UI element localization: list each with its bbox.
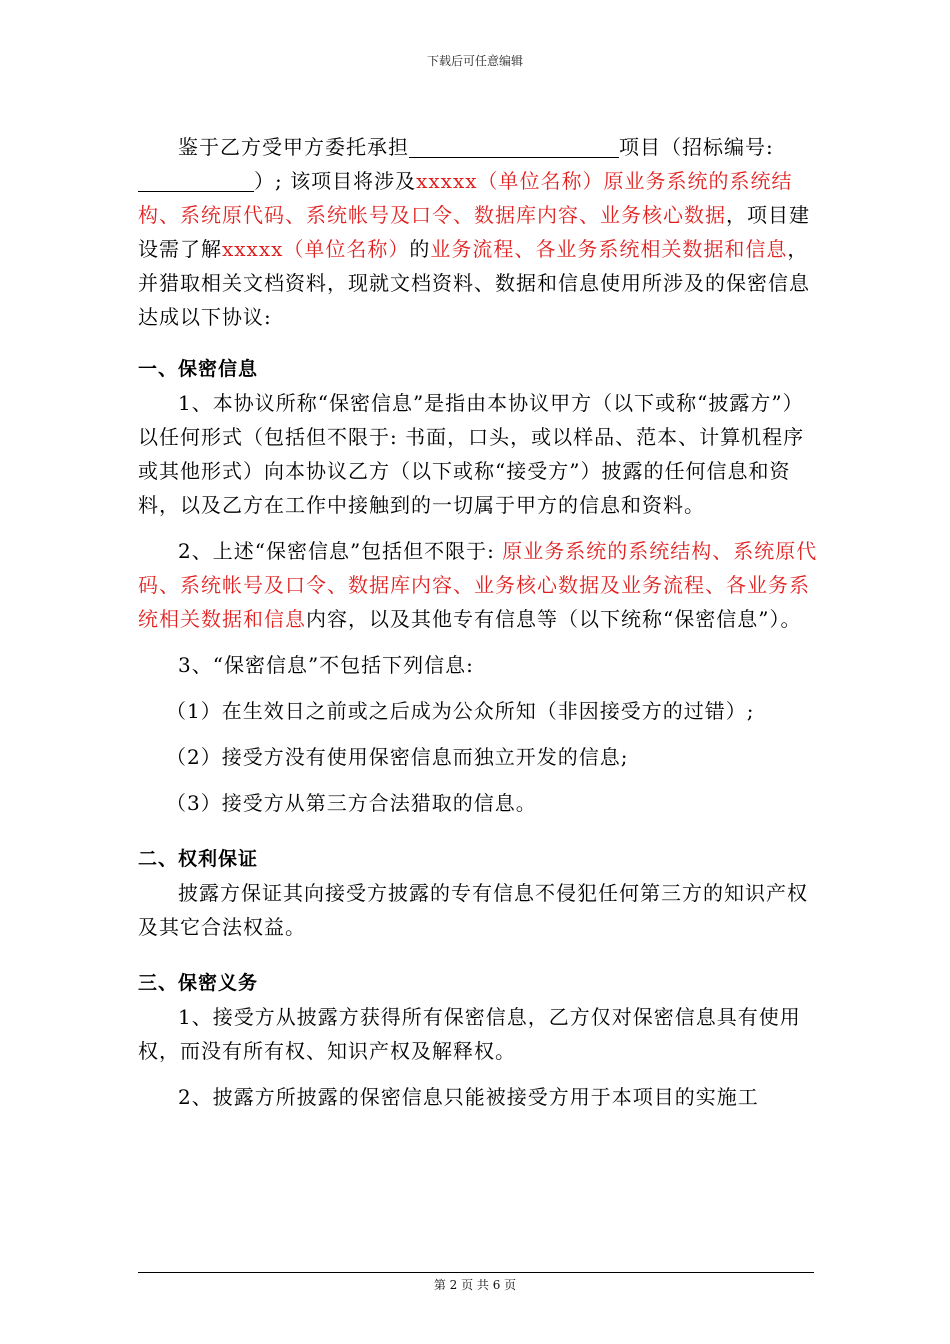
project-name-blank[interactable] <box>409 135 619 158</box>
intro-text-c: ）; 该项目将涉及 <box>254 169 417 193</box>
document-body <box>138 130 818 1114</box>
intro-text-i: ，并猎取相关文档资料，现就文档资料、数据和信息使用所涉及的保密信息达成以下协议: <box>138 237 810 329</box>
header-note: 下载后可任意编辑 <box>426 54 523 68</box>
section1-title: 一、保密信息 <box>138 358 259 380</box>
bid-number-blank[interactable] <box>138 169 254 192</box>
section1-paragraph1: 1、本协议所称“保密信息”是指由本协议甲方（以下或称“披露方”）以任何形式（包括但不限于: 书面，口头，或以样品、范本、计算机程序或其他形式）向本协议乙方（以下或称“接受方”）披露的任何信息和资料，以及乙方在工作中接触到的一切属于甲方的信息和资料。 <box>138 391 805 517</box>
intro-text-e: ，项目建设需了解 <box>138 203 810 261</box>
intro-paragraph <box>138 130 818 334</box>
page-number: 第 2 页 共 6 页 <box>433 1278 517 1292</box>
intro-highlight-process: 业务流程、各业务系统相关数据和信息 <box>430 237 788 261</box>
section2-paragraph1: 披露方保证其向接受方披露的专有信息不侵犯任何第三方的知识产权及其它合法权益。 <box>138 881 808 939</box>
section1-p2-text-a: 2、上述“保密信息”包括但不限于: <box>178 539 503 563</box>
section1-p2-text-c: 内容，以及其他专有信息等（以下统称“保密信息”）。 <box>306 607 802 631</box>
intro-text-b: 项目（招标编号: <box>619 135 774 159</box>
footer-divider <box>138 1272 814 1273</box>
intro-text-g: 的 <box>409 237 431 261</box>
intro-highlight-unit: xxxxx（单位名称） <box>222 237 410 261</box>
section1-paragraph2 <box>138 534 818 636</box>
section1-item3: （3）接受方从第三方合法猎取的信息。 <box>166 791 537 815</box>
section1-p2-highlight: 原业务系统的系统结构、系统原代码、系统帐号及口令、数据库内容、业务核心数据及业务流程、各业务系统相关数据和信息 <box>138 539 818 631</box>
intro-text-a: 鉴于乙方受甲方委托承担 <box>178 135 409 159</box>
section3-paragraph1: 1、接受方从披露方获得所有保密信息，乙方仅对保密信息具有使用权，而没有所有权、知识产权及解释权。 <box>138 1005 801 1063</box>
section3-paragraph2: 2、披露方所披露的保密信息只能被接受方用于本项目的实施工 <box>178 1085 759 1109</box>
section1-item1: （1）在生效日之前或之后成为公众所知（非因接受方的过错）; <box>166 699 755 723</box>
section1-paragraph3: 3、“保密信息”不包括下列信息: <box>178 653 474 677</box>
intro-highlight-systems: xxxxx（单位名称）原业务系统的系统结构、系统原代码、系统帐号及口令、数据库内容、业务核心数据 <box>138 169 793 227</box>
section3-title: 三、保密义务 <box>138 972 259 994</box>
section2-title: 二、权利保证 <box>138 848 259 870</box>
section1-item2: （2）接受方没有使用保密信息而独立开发的信息; <box>166 745 629 769</box>
